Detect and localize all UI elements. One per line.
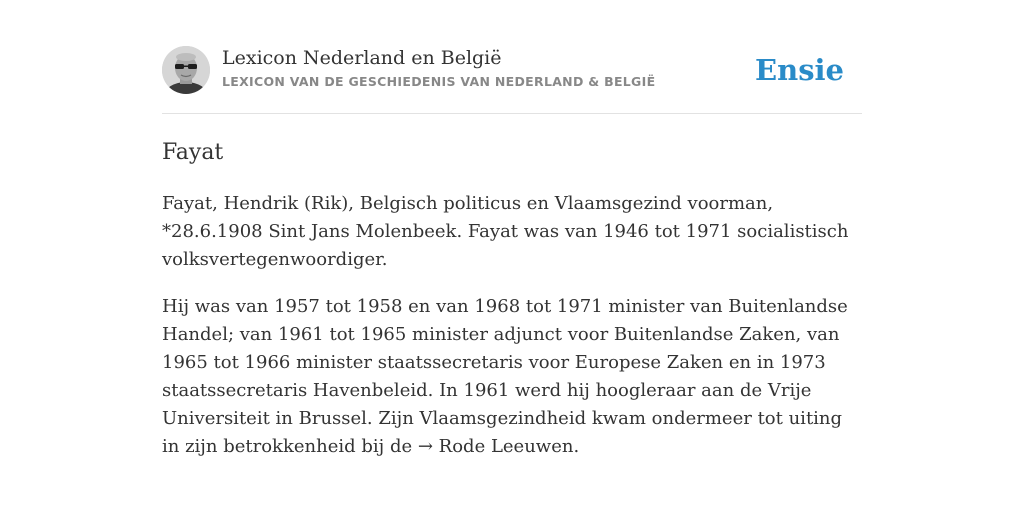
source-title[interactable]: Lexicon Nederland en België [222, 47, 502, 69]
header [162, 46, 862, 96]
header-divider [162, 113, 862, 114]
cross-reference-link[interactable]: → Rode Leeuwen [417, 436, 574, 457]
author-avatar[interactable] [162, 46, 210, 94]
source-subtitle: LEXICON VAN DE GESCHIEDENIS VAN NEDERLAND & BELGIË [222, 74, 656, 89]
entry-paragraph-1: Fayat, Hendrik (Rik), Belgisch politicus en Vlaamsgezind voorman, *28.6.1908 Sint Jans Molenbeek. Fayat was van 1946 tot 1971 socialistisch volksvertegenwoordiger. [162, 193, 849, 270]
entry-paragraph-2 [162, 293, 862, 461]
entry-paragraph-2-end: . [573, 436, 580, 457]
avatar-portrait-icon [162, 46, 210, 94]
page [162, 0, 862, 512]
brand-logo[interactable]: Ensie [755, 53, 844, 87]
entry-body [162, 190, 862, 480]
entry-title: Fayat [162, 140, 224, 165]
entry-paragraph-2-text: Hij was van 1957 tot 1958 en van 1968 tot 1971 minister van Buitenlandse Handel; van 1961 tot 1965 minister adjunct voor Buitenlandse Zaken, van 1965 tot 1966 minister staatssecretaris voor Europese Zaken en in 1973 staatssecretaris Havenbeleid. In 1961 werd hij hoogleraar aan de Vrije Universiteit in Brussel. Zijn Vlaamsgezindheid kwam ondermeer tot uiting in zijn betrokkenheid bij de [162, 296, 848, 457]
